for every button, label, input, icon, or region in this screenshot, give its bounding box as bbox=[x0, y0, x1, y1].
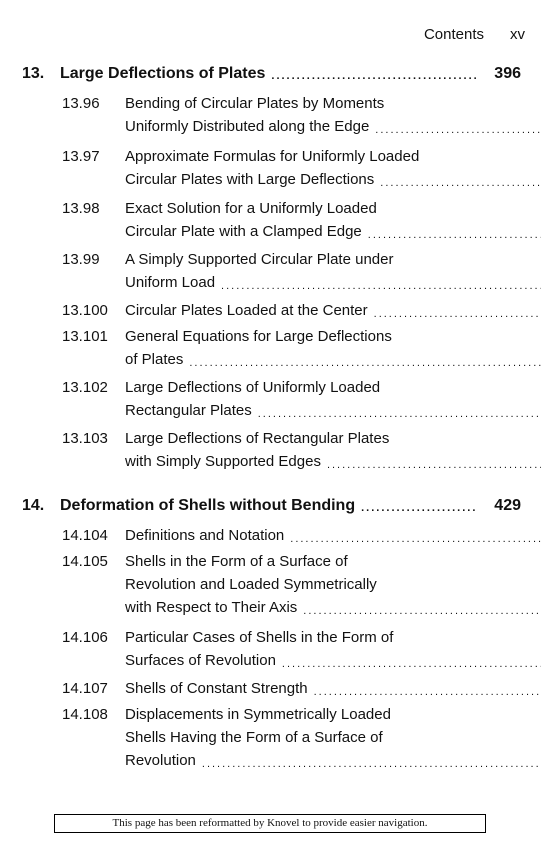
header-title: Contents bbox=[423, 26, 484, 43]
section-title-line: Revolution and Loaded Symmetrically bbox=[125, 576, 377, 593]
leader-dots bbox=[314, 685, 541, 700]
section-title-line: with Respect to Their Axis bbox=[125, 599, 298, 616]
leader-dots bbox=[282, 657, 541, 672]
section-title-line: Surfaces of Revolution bbox=[125, 652, 276, 669]
section-number: 13.98 bbox=[62, 200, 100, 217]
chapter-title: Large Deflections of Plates bbox=[60, 65, 266, 82]
section-number: 13.97 bbox=[62, 148, 100, 165]
section-number: 14.104 bbox=[62, 527, 108, 544]
knovel-footer-note: This page has been reformatted by Knovel to provide easier navigation. bbox=[54, 814, 486, 833]
running-header bbox=[424, 26, 525, 43]
section-title-line: Bending of Circular Plates by Moments bbox=[125, 95, 385, 112]
toc-section-14-107[interactable] bbox=[62, 677, 521, 700]
toc-section-14-106[interactable] bbox=[62, 626, 521, 672]
section-number: 13.103 bbox=[62, 430, 108, 447]
section-number: 13.100 bbox=[62, 302, 108, 319]
section-number: 14.105 bbox=[62, 553, 108, 570]
header-page-number: xv bbox=[510, 26, 525, 43]
leader-dots bbox=[375, 123, 541, 138]
section-title-line: Circular Plates Loaded at the Center bbox=[125, 302, 368, 319]
section-title-line: Shells of Constant Strength bbox=[125, 680, 308, 697]
toc-section-13-99[interactable] bbox=[62, 248, 521, 294]
toc-section-13-98[interactable] bbox=[62, 197, 521, 243]
section-title-line: Uniformly Distributed along the Edge bbox=[125, 118, 370, 135]
section-title-line: General Equations for Large Deflections bbox=[125, 328, 392, 345]
toc-section-14-104[interactable] bbox=[62, 524, 521, 547]
chapter-number: 13. bbox=[22, 65, 45, 82]
section-title-line: Large Deflections of Uniformly Loaded bbox=[125, 379, 381, 396]
section-title-line: Approximate Formulas for Uniformly Loaded bbox=[125, 148, 420, 165]
leader-dots bbox=[327, 458, 541, 473]
section-title-line: with Simply Supported Edges bbox=[125, 453, 321, 470]
section-number: 14.108 bbox=[62, 706, 108, 723]
section-number: 13.101 bbox=[62, 328, 108, 345]
section-title-line: of Plates bbox=[125, 351, 184, 368]
section-title-line: Particular Cases of Shells in the Form of bbox=[125, 629, 394, 646]
section-number: 14.106 bbox=[62, 629, 108, 646]
leader-dots bbox=[303, 604, 541, 619]
chapter-14-entry[interactable] bbox=[22, 496, 521, 516]
leader-dots bbox=[271, 69, 477, 84]
leader-dots bbox=[221, 279, 541, 294]
section-title-line: Definitions and Notation bbox=[125, 527, 285, 544]
section-title-line: Large Deflections of Rectangular Plates bbox=[125, 430, 390, 447]
chapter-13-entry[interactable] bbox=[22, 64, 521, 84]
section-number: 13.102 bbox=[62, 379, 108, 396]
leader-dots bbox=[189, 356, 541, 371]
leader-dots bbox=[258, 407, 541, 422]
toc-section-14-108[interactable] bbox=[62, 703, 521, 772]
chapter-title: Deformation of Shells without Bending bbox=[60, 497, 356, 514]
toc-section-13-100[interactable] bbox=[62, 299, 521, 322]
section-title-line: Exact Solution for a Uniformly Loaded bbox=[125, 200, 377, 217]
leader-dots bbox=[374, 307, 541, 322]
section-title-line: Circular Plates with Large Deflections bbox=[125, 171, 375, 188]
chapter-number: 14. bbox=[22, 497, 45, 514]
chapter-page: 396 bbox=[494, 65, 521, 82]
toc-section-13-103[interactable] bbox=[62, 427, 521, 473]
section-title-line: Circular Plate with a Clamped Edge bbox=[125, 223, 362, 240]
section-number: 14.107 bbox=[62, 680, 108, 697]
section-number: 13.99 bbox=[62, 251, 100, 268]
leader-dots bbox=[361, 501, 477, 516]
section-title-line: Uniform Load bbox=[125, 274, 216, 291]
section-title-line: Displacements in Symmetrically Loaded bbox=[125, 706, 391, 723]
toc-section-13-102[interactable] bbox=[62, 376, 521, 422]
leader-dots bbox=[368, 228, 541, 243]
toc-section-13-97[interactable] bbox=[62, 145, 521, 191]
section-number: 13.96 bbox=[62, 95, 100, 112]
toc-section-13-101[interactable] bbox=[62, 325, 521, 371]
section-title-line: Revolution bbox=[125, 752, 196, 769]
leader-dots bbox=[380, 176, 541, 191]
leader-dots bbox=[202, 757, 541, 772]
leader-dots bbox=[290, 532, 541, 547]
toc-section-13-96[interactable] bbox=[62, 92, 521, 138]
section-title-line: Shells in the Form of a Surface of bbox=[125, 553, 348, 570]
section-title-line: Shells Having the Form of a Surface of bbox=[125, 729, 383, 746]
section-title-line: A Simply Supported Circular Plate under bbox=[125, 251, 394, 268]
section-title-line: Rectangular Plates bbox=[125, 402, 252, 419]
chapter-page: 429 bbox=[494, 497, 521, 514]
toc-section-14-105[interactable] bbox=[62, 550, 521, 619]
